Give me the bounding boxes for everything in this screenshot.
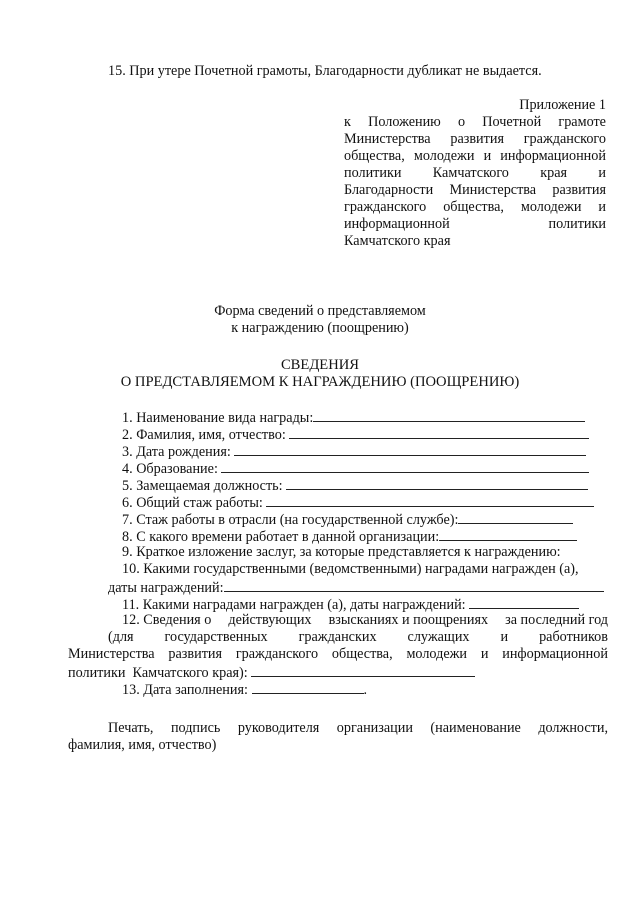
education-field[interactable] (221, 459, 589, 473)
signature-line1 (108, 720, 608, 737)
signature-word: организации (336, 720, 413, 736)
heading-line1: СВЕДЕНИЯ (280, 357, 360, 373)
signature-line2: фамилия, имя, отчество) (68, 737, 217, 753)
item-word: действующих (228, 612, 312, 628)
position-field[interactable] (286, 476, 588, 490)
item-label: 1. Наименование вида награды: (122, 410, 314, 426)
item-word: Министерства (68, 646, 155, 662)
top-note: 15. При утере Почетной грамоты, Благодарности дубликат не выдается. (108, 63, 542, 79)
item-label: 13. Дата заполнения: (122, 682, 248, 698)
annex-word: информационной (500, 148, 606, 164)
item-label: . (363, 682, 368, 698)
annex-word: информационной (344, 216, 450, 232)
item-merits: 9. Краткое изложение заслуг, за которые представляется к награждению: (122, 544, 561, 560)
item-word: 12. Сведения о (122, 612, 212, 628)
item-word: и (500, 629, 509, 645)
annex-word: общества, (443, 199, 504, 215)
item-word: государственных (164, 629, 268, 645)
annex-word: развития (552, 182, 606, 198)
item-word: работников (539, 629, 608, 645)
heading-line2: О ПРЕДСТАВЛЯЕМОМ К НАГРАЖДЕНИЮ (ПООЩРЕНИЮ) (120, 374, 520, 390)
annex-word: гражданского (523, 131, 606, 147)
item-word: гражданского (235, 646, 319, 662)
annex-word: и (483, 148, 492, 164)
annex-line (344, 148, 606, 165)
item-label: политики Камчатского края): (68, 665, 248, 681)
item-word: служащих (407, 629, 470, 645)
awards-other-field[interactable] (469, 595, 579, 609)
annex-word: политики (344, 165, 402, 181)
item-word: общества, (331, 646, 393, 662)
annex-word: грамоте (558, 114, 606, 130)
annex-word: общества, (344, 148, 405, 164)
item-fill-date (122, 680, 367, 699)
full-name-field[interactable] (289, 425, 589, 439)
annex-line (344, 131, 606, 148)
annex-word: Почетной (482, 114, 542, 130)
annex-word: развития (450, 131, 504, 147)
item-penalties-line1 (122, 612, 608, 629)
signature-word: (наименование (430, 720, 521, 736)
annex-word: и (598, 199, 606, 215)
form-caption-line2: к награждению (поощрению) (231, 320, 409, 336)
item-label: 5. Замещаемая должность: (122, 478, 283, 494)
annex-word: молодежи (520, 199, 582, 215)
item-label: 7. Стаж работы в отрасли (на государственной службе): (122, 512, 459, 528)
birth-date-field[interactable] (234, 442, 586, 456)
item-label: 6. Общий стаж работы: (122, 495, 263, 511)
annex-line (344, 114, 606, 131)
annex-title: Приложение 1 (519, 97, 606, 113)
penalties-field[interactable] (251, 663, 475, 677)
annex-word: политики (548, 216, 606, 232)
annex-line (344, 182, 606, 199)
annex-word: гражданского (344, 199, 427, 215)
item-word: и (480, 646, 489, 662)
item-awards-state-line1: 10. Какими государственными (ведомственными) наградами награжден (а), (122, 561, 579, 577)
annex-word: к (344, 114, 351, 130)
item-word: информационной (502, 646, 608, 662)
signature-word: подпись (170, 720, 221, 736)
annex-word: молодежи (413, 148, 475, 164)
item-word: гражданских (298, 629, 377, 645)
employment-start-field[interactable] (439, 527, 577, 541)
award-dates-field[interactable] (224, 578, 604, 592)
item-penalties-line3 (68, 646, 608, 663)
annex-word: Министерства (449, 182, 537, 198)
annex-line (344, 199, 606, 216)
signature-word: должности, (538, 720, 608, 736)
annex-last-line: Камчатского края (344, 233, 451, 249)
industry-experience-field[interactable] (458, 510, 573, 524)
annex-line (344, 165, 606, 182)
annex-line (344, 216, 606, 233)
annex-word: Министерства (344, 131, 431, 147)
item-word: взысканиях и поощрениях (328, 612, 489, 628)
item-label: 3. Дата рождения: (122, 444, 231, 460)
total-experience-field[interactable] (266, 493, 594, 507)
item-label: 8. С какого времени работает в данной организации: (122, 529, 440, 545)
item-label: 4. Образование: (122, 461, 218, 477)
item-penalties-line2 (108, 629, 608, 646)
item-label: даты награждений: (108, 580, 224, 596)
item-word: молодежи (406, 646, 468, 662)
item-label: 2. Фамилия, имя, отчество: (122, 427, 286, 443)
form-caption-line1: Форма сведений о представляемом (214, 303, 426, 319)
item-word: (для (108, 629, 134, 645)
award-type-field[interactable] (313, 408, 585, 422)
item-word: за последний год (505, 612, 608, 628)
annex-word: о (457, 114, 466, 130)
signature-word: руководителя (237, 720, 320, 736)
annex-word: Благодарности (344, 182, 434, 198)
annex-word: Камчатского (432, 165, 509, 181)
annex-word: и (598, 165, 606, 181)
item-label: 11. Какими наградами награжден (а), даты награждений: (122, 597, 466, 613)
annex-word: края (540, 165, 568, 181)
item-word: развития (168, 646, 223, 662)
signature-word: Печать, (108, 720, 154, 736)
annex-word: Положению (368, 114, 441, 130)
fill-date-field[interactable] (252, 680, 364, 694)
